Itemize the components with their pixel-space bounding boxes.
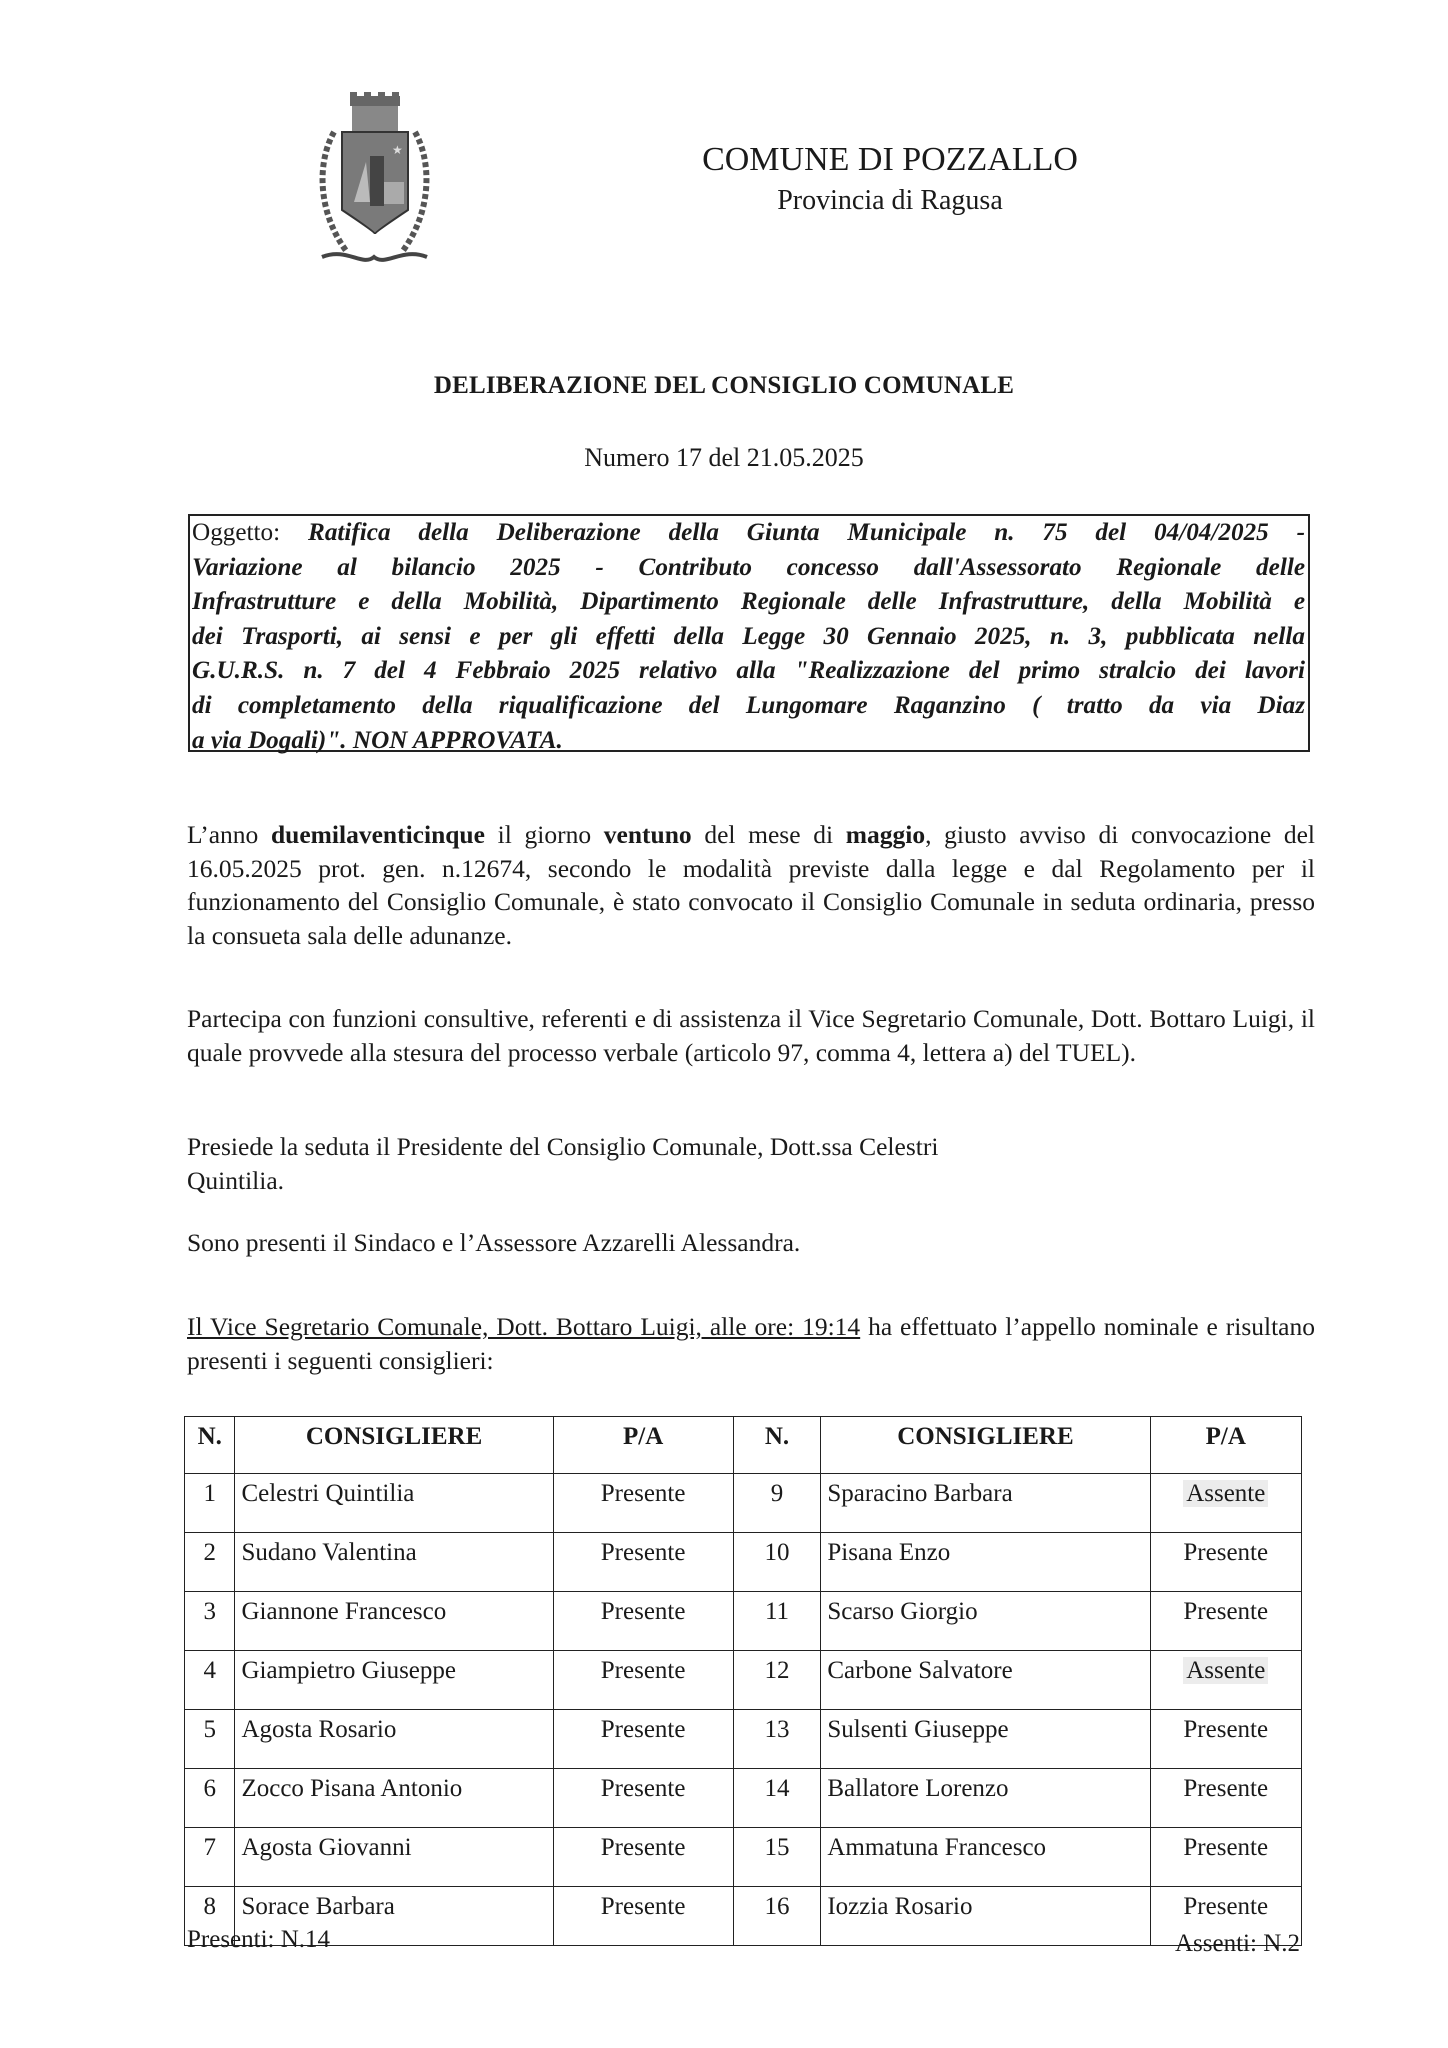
roll-call-table xyxy=(184,1416,1302,1946)
attendees-paragraph: Sono presenti il Sindaco e l’Assessore Azzarelli Alessandra. xyxy=(187,1228,801,1257)
table-row: 5 Agosta Rosario Presente 13 Sulsenti Giuseppe Presente xyxy=(185,1710,1302,1769)
councillor-name: Agosta Giovanni xyxy=(235,1828,553,1887)
province-name: Provincia di Ragusa xyxy=(777,185,1003,216)
year-word: duemilaventicinque xyxy=(271,820,485,849)
subject-line-7: a via Dogali)". NON APPROVATA. xyxy=(192,726,563,754)
subject-line-5: G.U.R.S. n. 7 del 4 Febbraio 2025 relativo alla "Realizzazione del primo stralcio dei lavori xyxy=(192,657,1305,685)
present-count: Presenti: N.14 xyxy=(187,1926,331,1953)
table-row: 1 Celestri Quintilia Presente 9 Sparacino Barbara Assente xyxy=(185,1474,1302,1533)
col-header-number: N. xyxy=(185,1417,235,1474)
status-cell: Presente xyxy=(553,1710,733,1769)
col-header-status: P/A xyxy=(1150,1417,1301,1474)
councillor-name: Celestri Quintilia xyxy=(235,1474,553,1533)
councillor-name: Sparacino Barbara xyxy=(821,1474,1150,1533)
councillor-name: Zocco Pisana Antonio xyxy=(235,1769,553,1828)
secretary-paragraph: Partecipa con funzioni consultive, referenti e di assistenza il Vice Segretario Comunale, Dott. Bottaro Luigi, il quale provvede alla stesura del processo verbale (articolo 97, comma 4, lettera a) del TUEL). xyxy=(187,1004,1315,1067)
councillor-name: Agosta Rosario xyxy=(235,1710,553,1769)
document-title: DELIBERAZIONE DEL CONSIGLIO COMUNALE xyxy=(433,372,1015,399)
councillor-name: Giannone Francesco xyxy=(235,1592,553,1651)
roll-call-underlined: Il Vice Segretario Comunale, Dott. Bottaro Luigi, alle ore: 19:14 xyxy=(187,1312,861,1341)
status-cell: Presente xyxy=(1150,1887,1301,1946)
convocation-paragraph: L’anno duemilaventicinque il giorno ventuno del mese di maggio, giusto avviso di convocazione del 16.05.2025 prot. gen. n.12674, secondo le modalità previste dalla legge e dal Regolamento per il funzionamento del Consiglio Comunale, è stato convocato il Consiglio Comunale in seduta ordinaria, presso la consueta sala delle adunanze. xyxy=(187,820,1316,950)
table-header-row xyxy=(185,1417,1302,1474)
status-cell: Presente xyxy=(553,1887,733,1946)
status-cell: Presente xyxy=(553,1651,733,1710)
status-cell xyxy=(1150,1474,1301,1533)
table-row: 3 Giannone Francesco Presente 11 Scarso Giorgio Presente xyxy=(185,1592,1302,1651)
month-word: maggio xyxy=(845,820,926,849)
status-cell: Presente xyxy=(553,1533,733,1592)
absent-count: Assenti: N.2 xyxy=(1175,1930,1300,1957)
councillor-name: Carbone Salvatore xyxy=(821,1651,1150,1710)
table-row: 8 Sorace Barbara Presente 16 Iozzia Rosario Presente xyxy=(185,1887,1302,1946)
subject-line-3: Infrastrutture e della Mobilità, Dipartimento Regionale delle Infrastrutture, della Mobilità e xyxy=(192,588,1305,616)
president-paragraph: Presiede la seduta il Presidente del Consiglio Comunale, Dott.ssa Celestri Quintilia. xyxy=(187,1132,939,1195)
status-cell: Presente xyxy=(1150,1769,1301,1828)
status-cell: Presente xyxy=(1150,1533,1301,1592)
councillor-name: Sulsenti Giuseppe xyxy=(821,1710,1150,1769)
councillor-name: Scarso Giorgio xyxy=(821,1592,1150,1651)
subject-line-6: di completamento della riqualificazione del Lungomare Raganzino ( tratto da via Diaz xyxy=(192,691,1305,719)
municipality-name: COMUNE DI POZZALLO xyxy=(702,141,1078,178)
status-cell: Presente xyxy=(1150,1828,1301,1887)
col-header-councillor: CONSIGLIERE xyxy=(235,1417,553,1474)
subject-line-2: Variazione al bilancio 2025 - Contributo concesso dall'Assessorato Regionale delle xyxy=(192,553,1305,581)
roll-call-intro: Il Vice Segretario Comunale, Dott. Bottaro Luigi, alle ore: 19:14 ha effettuato l’appello nominale e risultano presenti i seguenti consiglieri: xyxy=(187,1312,1315,1375)
councillor-name: Giampietro Giuseppe xyxy=(235,1651,553,1710)
councillor-name: Sorace Barbara xyxy=(235,1887,553,1946)
status-cell: Presente xyxy=(1150,1710,1301,1769)
councillor-name: Iozzia Rosario xyxy=(821,1887,1150,1946)
status-cell: Presente xyxy=(553,1828,733,1887)
coat-of-arms-icon xyxy=(312,92,437,270)
table-row: 7 Agosta Giovanni Presente 15 Ammatuna Francesco Presente xyxy=(185,1828,1302,1887)
subject-line-4: dei Trasporti, ai sensi e per gli effetti della Legge 30 Gennaio 2025, n. 3, pubblicata nella xyxy=(192,622,1305,650)
day-word: ventuno xyxy=(603,820,692,849)
status-cell xyxy=(1150,1651,1301,1710)
col-header-number: N. xyxy=(733,1417,821,1474)
status-cell: Presente xyxy=(553,1592,733,1651)
subject-line-1: Oggetto: Ratifica della Deliberazione della Giunta Municipale n. 75 del 04/04/2025 - xyxy=(192,519,1305,546)
councillor-name: Pisana Enzo xyxy=(821,1533,1150,1592)
document-number: Numero 17 del 21.05.2025 xyxy=(584,443,864,472)
status-cell: Presente xyxy=(553,1474,733,1533)
absent-badge: Assente xyxy=(1183,1657,1268,1684)
councillor-name: Ballatore Lorenzo xyxy=(821,1769,1150,1828)
table-row: 6 Zocco Pisana Antonio Presente 14 Ballatore Lorenzo Presente xyxy=(185,1769,1302,1828)
subject-label: Oggetto: xyxy=(192,519,281,546)
councillor-name: Ammatuna Francesco xyxy=(821,1828,1150,1887)
svg-text:★: ★ xyxy=(392,143,403,157)
status-cell: Presente xyxy=(553,1769,733,1828)
status-cell: Presente xyxy=(1150,1592,1301,1651)
subject-box xyxy=(188,514,1310,752)
councillor-name: Sudano Valentina xyxy=(235,1533,553,1592)
col-header-councillor: CONSIGLIERE xyxy=(821,1417,1150,1474)
absent-badge: Assente xyxy=(1183,1480,1268,1507)
table-row: 4 Giampietro Giuseppe Presente 12 Carbone Salvatore Assente xyxy=(185,1651,1302,1710)
col-header-status: P/A xyxy=(553,1417,733,1474)
table-row: 2 Sudano Valentina Presente 10 Pisana Enzo Presente xyxy=(185,1533,1302,1592)
